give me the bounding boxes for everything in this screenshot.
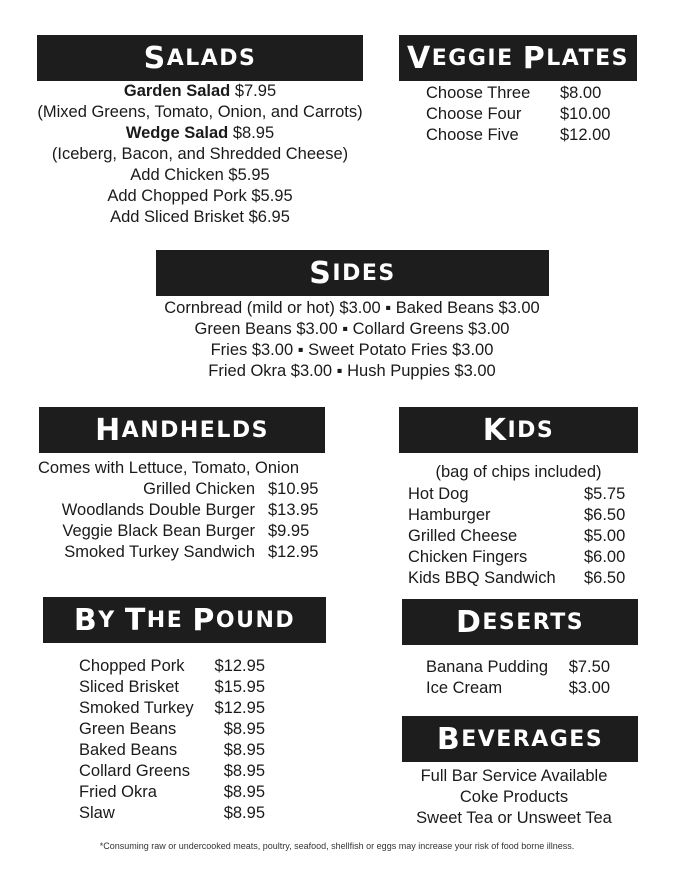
list-item: Collard Greens $8.95: [79, 762, 265, 780]
title-rest: IDES: [332, 260, 396, 286]
title-initial: S: [309, 255, 333, 291]
handhelds-note: Comes with Lettuce, Tomato, Onion: [38, 459, 300, 477]
title-rest: EGGIE: [431, 45, 523, 71]
beverages-list: [396, 766, 632, 829]
salad-line: Add Chopped Pork $5.95: [107, 187, 293, 205]
beverages-banner: [402, 716, 638, 762]
title-initial: B: [73, 602, 99, 638]
beverage-line: Full Bar Service Available: [420, 767, 608, 785]
kids-banner: [399, 407, 638, 453]
title-rest: IDS: [507, 417, 555, 443]
kids-note: (bag of chips included): [435, 463, 602, 481]
title-rest: ANDHELDS: [121, 417, 269, 443]
kids-list: [408, 484, 625, 589]
list-item: Smoked Turkey Sandwich $12.95: [64, 543, 319, 561]
list-item: Chopped Pork $12.95: [79, 657, 265, 675]
list-item: Choose Five $12.00: [426, 126, 611, 144]
beverage-line: Sweet Tea or Unsweet Tea: [416, 809, 612, 827]
deserts-list: [426, 657, 610, 699]
list-item: Banana Pudding $7.50: [426, 658, 610, 676]
salad-line: Wedge Salad $8.95: [125, 124, 275, 142]
list-item: Grilled Cheese $5.00: [408, 527, 626, 545]
salad-line: (Mixed Greens, Tomato, Onion, and Carrots): [37, 103, 363, 121]
list-item: Ice Cream $3.00: [426, 679, 610, 697]
handhelds-banner: [39, 407, 325, 453]
list-item: Baked Beans $8.95: [79, 741, 265, 759]
list-item: Kids BBQ Sandwich $6.50: [408, 569, 626, 587]
salads-list: [0, 81, 400, 228]
sides-list: [0, 298, 674, 382]
list-item: Smoked Turkey $12.95: [79, 699, 265, 717]
title-initial: K: [482, 412, 508, 448]
list-item: Chicken Fingers $6.00: [408, 548, 626, 566]
title-rest: EVERAGES: [461, 726, 604, 752]
by-the-pound-list: [79, 656, 265, 824]
title-initial: B: [436, 721, 462, 757]
sides-line: Green Beans $3.00 ▪ Collard Greens $3.00: [194, 320, 510, 338]
title-rest: OUND: [215, 607, 296, 633]
list-item: Hot Dog $5.75: [408, 485, 626, 503]
salad-line: Garden Salad $7.95: [123, 82, 277, 100]
list-item: Woodlands Double Burger $13.95: [61, 501, 319, 519]
list-item: Fried Okra $8.95: [79, 783, 265, 801]
deserts-banner: [402, 599, 638, 645]
handhelds-list: [0, 479, 318, 563]
list-item: Veggie Black Bean Burger $9.95: [62, 522, 310, 540]
title-initial: T: [124, 602, 147, 638]
food-safety-footnote: *Consuming raw or undercooked meats, poultry, seafood, shellfish or eggs may increase your risk of food borne illness.: [99, 841, 575, 851]
salad-line: Add Sliced Brisket $6.95: [110, 208, 290, 226]
veggie-plates-list: [426, 83, 610, 146]
sides-line: Cornbread (mild or hot) $3.00 ▪ Baked Beans $3.00: [164, 299, 540, 317]
title-rest: ALADS: [166, 45, 257, 71]
title-rest: LATES: [546, 45, 629, 71]
list-item: Sliced Brisket $15.95: [79, 678, 265, 696]
salad-line: (Iceberg, Bacon, and Shredded Cheese): [51, 145, 349, 163]
sides-line: Fries $3.00 ▪ Sweet Potato Fries $3.00: [210, 341, 494, 359]
title-rest: Y: [98, 607, 125, 633]
salad-line: Add Chicken $5.95: [130, 166, 270, 184]
title-rest: ESERTS: [482, 609, 585, 635]
list-item: Grilled Chicken $10.95: [143, 480, 319, 498]
title-initial: S: [143, 40, 167, 76]
by-the-pound-banner: [43, 597, 326, 643]
veggie-plates-banner: [399, 35, 637, 81]
title-initial: P: [522, 40, 547, 76]
list-item: Choose Three $8.00: [426, 84, 602, 102]
salads-banner: [37, 35, 363, 81]
beverage-line: Coke Products: [459, 788, 569, 806]
title-rest: HE: [146, 607, 193, 633]
list-item: Hamburger $6.50: [408, 506, 626, 524]
title-initial: V: [407, 40, 432, 76]
list-item: Slaw $8.95: [79, 804, 265, 822]
sides-banner: [156, 250, 549, 296]
list-item: Choose Four $10.00: [426, 105, 611, 123]
title-initial: D: [455, 604, 483, 640]
list-item: Green Beans $8.95: [79, 720, 265, 738]
title-initial: P: [192, 602, 216, 638]
title-initial: H: [95, 412, 122, 448]
sides-line: Fried Okra $3.00 ▪ Hush Puppies $3.00: [208, 362, 496, 380]
